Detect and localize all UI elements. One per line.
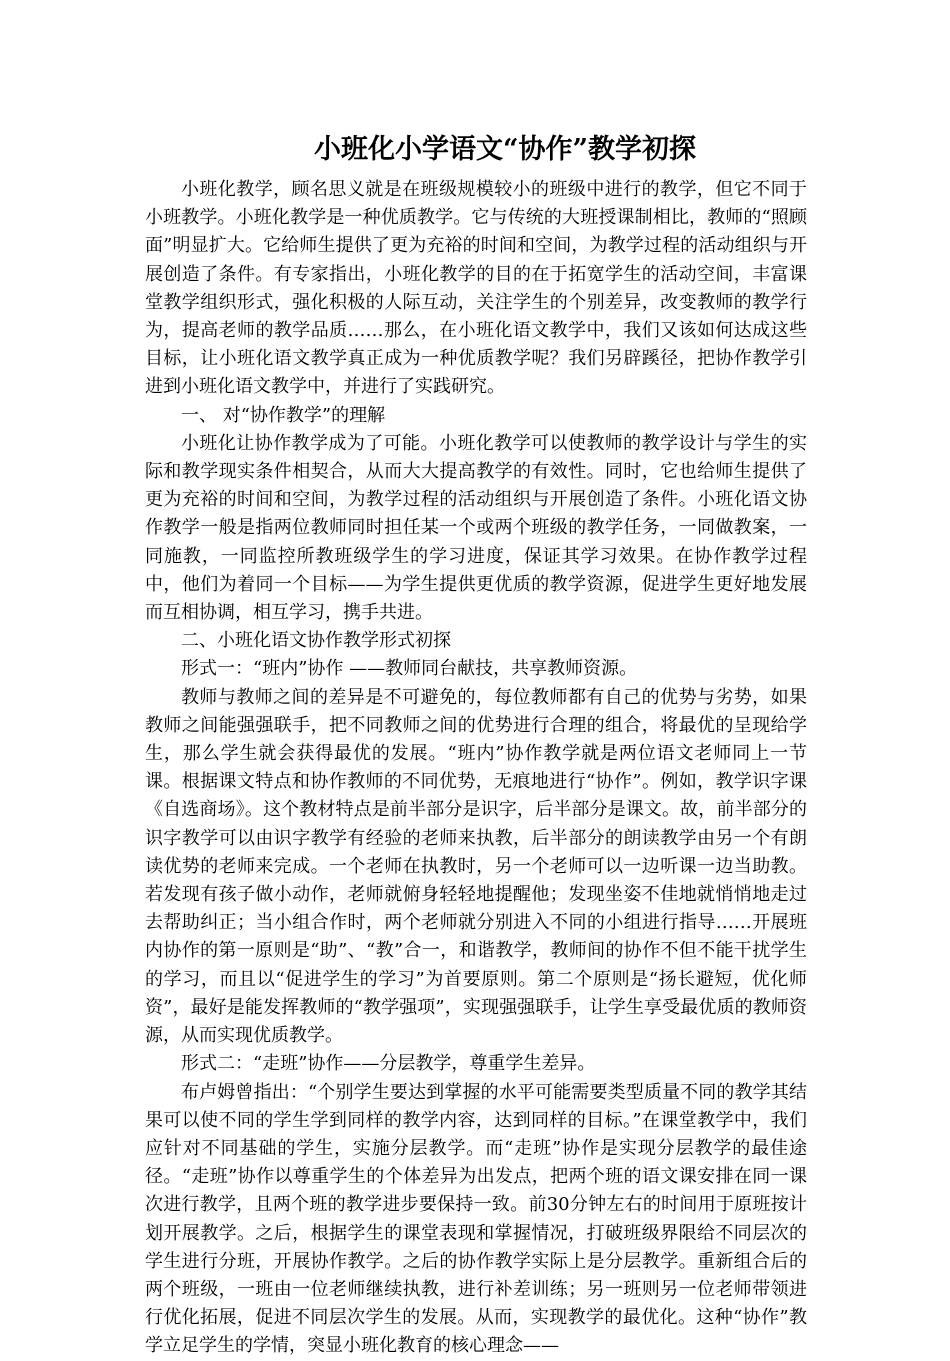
form-one-heading: 形式一：“班内”协作 ——教师同台献技，共享教师资源。 <box>181 658 638 680</box>
form-two-heading: 形式二：“走班”协作——分层教学，尊重学生差异。 <box>181 1053 596 1075</box>
document-body <box>145 176 807 1361</box>
document-title: 小班化小学语文“协作”教学初探 <box>313 134 697 165</box>
paragraph-understanding: 小班化让协作教学成为了可能。小班化教学可以使教师的教学设计与学生的实际和教学现实条件相契合，从而大大提高教学的有效性。同时，它也给师生提供了更为充裕的时间和空间，为教学过程的活动组织与开展创造了条件。小班化语文协作教学一般是指两位教师同时担任某一个或两个班级的教学任务，一同做教案，一同施教，一同监控所教班级学生的学习进度，保证其学习效果。在协作教学过程中，他们为着同一个目标——为学生提供更优质的教学资源，促进学生更好地发展而互相协调，相互学习，携手共进。 <box>145 432 807 624</box>
paragraph-form-one: 教师与教师之间的差异是不可避免的，每位教师都有自己的优势与劣势，如果教师之间能强强联手，把不同教师之间的优势进行合理的组合，将最优的呈现给学生，那么学生就会获得最优的发展。“班内”协作教学就是两位语文老师同上一节课。根据课文特点和协作教师的不同优势，无痕地进行“协作”。例如，教学识字课《自选商场》。这个教材特点是前半部分是识字，后半部分是课文。故，前半部分的识字教学可以由识字教学有经验的老师来执教，后半部分的朗读教学由另一个有朗读优势的老师来完成。一个老师在执教时，另一个老师可以一边听课一边当助教。若发现有孩子做小动作，老师就俯身轻轻地提醒他；发现坐姿不佳地就悄悄地走过去帮助纠正；当小组合作时，两个老师就分别进入不同的小组进行指导……开展班内协作的第一原则是“助”、“教”合一，和谐教学，教师间的协作不但不能干扰学生的学习，而且以“促进学生的学习”为首要原则。第二个原则是“扬长避短，优化师资”，最好是能发挥教师的“教学强项”，实现强强联手，让学生享受最优质的教师资源，从而实现优质教学。 <box>145 686 807 1047</box>
section-heading-1: 一、 对“协作教学”的理解 <box>181 404 386 426</box>
section-heading-2: 二、小班化语文协作教学形式初探 <box>181 630 451 652</box>
paragraph-form-two: 布卢姆曾指出：“个别学生要达到掌握的水平可能需要类型质量不同的教学其结果可以使不同的学生学到同样的教学内容，达到同样的目标。”在课堂教学中，我们应针对不同基础的学生，实施分层教学。而“走班”协作是实现分层教学的最佳途径。“走班”协作以尊重学生的个体差异为出发点，把两个班的语文课安排在同一课次进行教学，且两个班的教学进步要保持一致。前30分钟左右的时间用于原班按计划开展教学。之后，根据学生的课堂表现和掌握情况，打破班级界限给不同层次的学生进行分班，开展协作教学。之后的协作教学实际上是分层教学。重新组合后的两个班级，一班由一位老师继续执教，进行补差训练；另一班则另一位老师带领进行优化拓展，促进不同层次学生的发展。从而，实现教学的最优化。这种“协作”教学立足学生的学情，突显小班化教育的核心理念—— <box>145 1081 807 1357</box>
paragraph-intro: 小班化教学，顾名思义就是在班级规模较小的班级中进行的教学，但它不同于小班教学。小班化教学是一种优质教学。它与传统的大班授课制相比，教师的“照顾面”明显扩大。它给师生提供了更为充裕的时间和空间，为教学过程的活动组织与开展创造了条件。有专家指出，小班化教学的目的在于拓宽学生的活动空间，丰富课堂教学组织形式，强化积极的人际互动，关注学生的个别差异，改变教师的教学行为，提高老师的教学品质……那么，在小班化语文教学中，我们又该如何达成这些目标，让小班化语文教学真正成为一种优质教学呢？我们另辟蹊径，把协作教学引进到小班化语文教学中，并进行了实践研究。 <box>145 179 807 398</box>
